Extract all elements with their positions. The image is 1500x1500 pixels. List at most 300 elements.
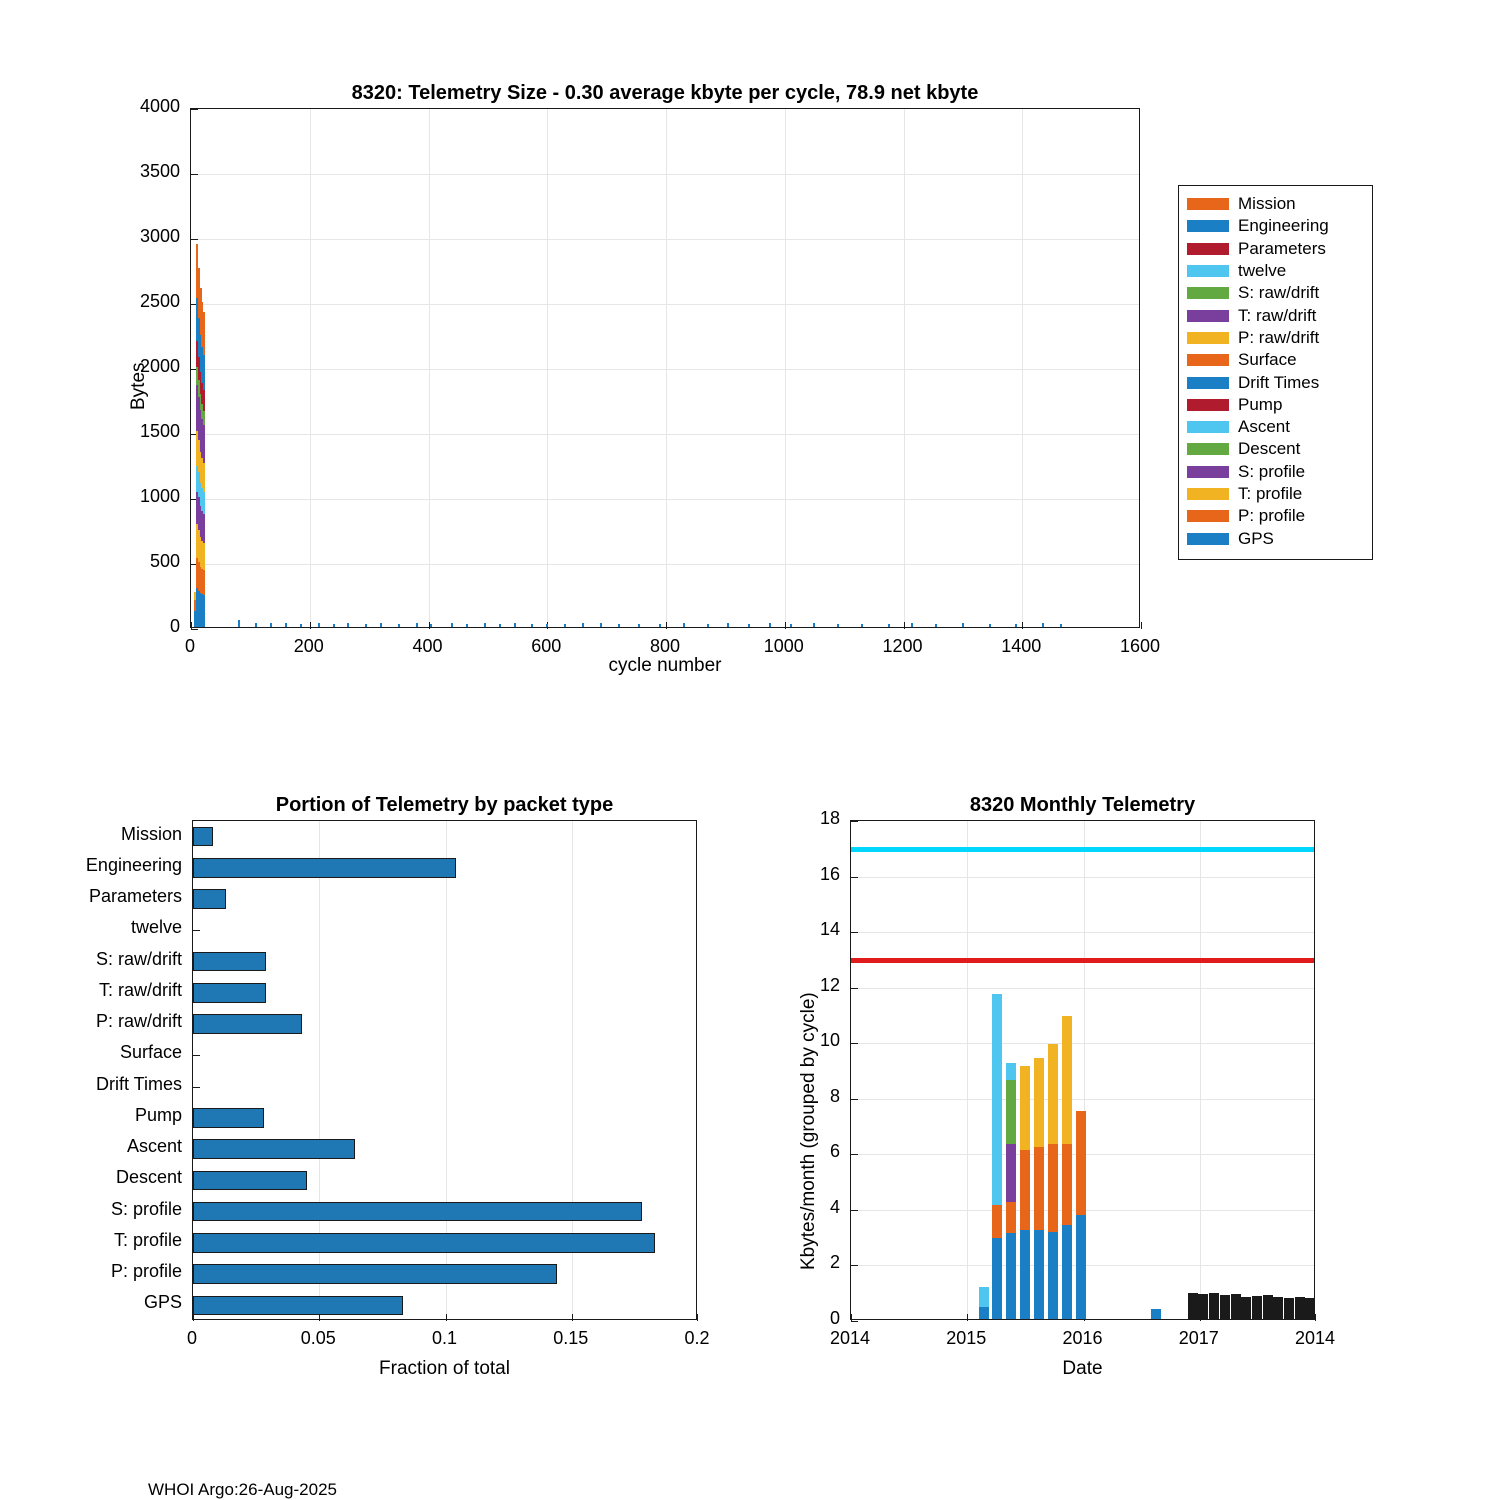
legend-swatch-10 [1187,421,1229,433]
y-tick-label-6: 12 [819,974,840,995]
x-tick-0 [191,622,192,629]
telemetry-bar [531,624,533,627]
fraction-bar [193,983,266,1002]
y-tick-label-1: 2 [829,1252,840,1273]
legend-label-5: T: raw/drift [1238,305,1317,325]
monthly-bar [1252,1296,1262,1319]
monthly-ylabel: Kbytes/month (grouped by cycle) [798,992,819,1270]
telemetry-bar [499,624,501,627]
telemetry-segment [911,623,913,627]
telemetry-segment [203,543,205,570]
telemetry-segment [564,624,566,627]
y-tick-0 [851,1321,858,1322]
telemetry-segment [238,620,240,627]
telemetry-bar [659,624,661,627]
monthly-segment [1006,1202,1016,1233]
telemetry-segment [935,624,937,627]
portion-title: Portion of Telemetry by packet type [275,794,614,816]
monthly-segment [1020,1230,1030,1319]
reference-line-0 [851,847,1314,852]
telemetry-segment [582,623,584,627]
telemetry-bar [365,624,367,627]
category-label-1: Engineering [85,854,182,875]
monthly-segment [1006,1233,1016,1319]
telemetry-segment [514,623,516,627]
telemetry-segment [748,624,750,627]
monthly-bar [1188,1293,1198,1319]
category-label-13: T: profile [113,1229,182,1250]
telemetry-bar [270,623,272,627]
monthly-bar [1062,1016,1072,1319]
telemetry-segment [484,623,486,627]
monthly-bar [1263,1295,1273,1319]
legend-swatch-11 [1187,443,1229,455]
legend-swatch-2 [1187,243,1229,255]
legend-item-1 [1179,215,1372,237]
x-tick-4 [697,1314,698,1321]
monthly-bar [1305,1298,1315,1319]
legend-item-11 [1179,438,1372,460]
telemetry-bar [638,624,640,628]
telemetry-bar [255,623,257,627]
legend-swatch-7 [1187,354,1229,366]
telemetry-segment [837,624,839,627]
telemetry-bar [546,624,548,628]
legend-swatch-13 [1187,488,1229,500]
x-gridline-6 [904,109,905,627]
y-tick-label-0: 0 [169,616,180,636]
x-tick-2 [446,1314,447,1321]
category-label-6: P: raw/drift [95,1011,182,1032]
legend-swatch-6 [1187,332,1229,344]
telemetry-segment [1060,624,1062,627]
telemetry-bar [564,624,566,627]
x-tick-label-5: 1000 [763,636,804,656]
y-gridline-6 [191,239,1139,240]
monthly-title: 8320 Monthly Telemetry [969,794,1196,816]
monthly-segment [1198,1294,1208,1319]
legend-label-4: S: raw/drift [1238,283,1320,303]
telemetry-bar [285,623,287,627]
y-tick-label-1: 500 [149,551,180,571]
telemetry-segment [333,624,335,627]
y-gridline-7 [851,932,1314,933]
x-tick-label-0: 0 [184,636,195,656]
fraction-bar [193,1296,403,1315]
telemetry-bar [333,624,335,627]
legend-swatch-12 [1187,466,1229,478]
legend-label-1: Engineering [1238,216,1329,236]
telemetry-segment [1015,624,1017,628]
x-gridline-1 [967,821,968,1319]
packet-type-legend [1178,185,1373,560]
telemetry-segment [727,623,729,627]
category-label-10: Ascent [126,1136,182,1157]
telemetry-size-ylabel: Bytes [128,362,149,410]
category-label-3: twelve [130,917,182,938]
x-tick-8 [1141,622,1142,629]
y-tick-3 [193,930,200,931]
telemetry-segment [813,623,815,627]
fraction-bar [193,1264,557,1283]
x-tick-label-1: 0.05 [300,1328,336,1348]
monthly-bar [1241,1297,1251,1319]
telemetry-bar [790,624,792,627]
monthly-segment [1305,1298,1315,1319]
monthly-segment [1062,1225,1072,1319]
legend-item-6 [1179,327,1372,349]
monthly-bar [1231,1294,1241,1319]
legend-item-13 [1179,483,1372,505]
x-tick-label-8: 1600 [1119,636,1161,656]
telemetry-segment [962,623,964,627]
reference-line-1 [851,958,1314,963]
telemetry-bar [935,624,937,627]
portion-by-packet-type-panel [0,760,740,1400]
y-tick-7 [851,932,858,933]
telemetry-bar [451,623,453,627]
telemetry-bar [707,624,709,627]
telemetry-segment [790,624,792,627]
y-tick-2 [851,1210,858,1211]
monthly-segment [992,1205,1002,1238]
legend-item-15 [1179,527,1372,549]
y-tick-9 [851,821,858,822]
legend-item-12 [1179,461,1372,483]
telemetry-bar [600,623,602,627]
telemetry-segment [861,624,863,628]
telemetry-bar [813,623,815,627]
monthly-bar [1151,1309,1161,1319]
telemetry-bar [989,624,991,627]
monthly-segment [1241,1297,1251,1319]
y-gridline-8 [851,877,1314,878]
legend-swatch-1 [1187,220,1229,232]
category-label-14: P: profile [110,1261,182,1282]
monthly-bar [1034,1058,1044,1319]
legend-label-12: S: profile [1238,461,1306,481]
telemetry-bar [484,623,486,627]
legend-item-4 [1179,282,1372,304]
y-tick-label-2: 1000 [139,486,180,506]
telemetry-segment [270,623,272,627]
monthly-segment [1151,1309,1161,1319]
telemetry-segment [255,623,257,627]
monthly-bar [1284,1298,1294,1319]
monthly-segment [1231,1294,1241,1319]
telemetry-bar [238,620,240,627]
telemetry-segment [203,312,205,356]
telemetry-bar [300,624,302,627]
x-tick-7 [1022,622,1023,629]
telemetry-bar [466,624,468,627]
y-tick-label-2: 4 [829,1196,840,1217]
monthly-segment [1006,1144,1016,1202]
y-tick-6 [851,988,858,989]
telemetry-segment [416,623,418,627]
telemetry-segment [380,623,382,627]
telemetry-segment [769,623,771,627]
legend-item-14 [1179,505,1372,527]
y-tick-1 [851,1265,858,1266]
monthly-segment [1006,1063,1016,1080]
telemetry-bar [683,623,685,627]
telemetry-segment [451,623,453,627]
x-tick-5 [785,622,786,629]
monthly-segment [1295,1297,1305,1319]
fraction-bar [193,858,456,877]
x-gridline-1 [310,109,311,627]
telemetry-bar [398,624,400,627]
monthly-bar [1273,1297,1283,1319]
monthly-bar [1006,1063,1016,1319]
monthly-bar [1076,1111,1086,1319]
y-gridline-6 [851,988,1314,989]
category-label-9: Pump [134,1104,182,1125]
y-gridline-3 [191,434,1139,435]
monthly-bar [1295,1297,1305,1319]
legend-item-0 [1179,193,1372,215]
x-tick-1 [967,1314,968,1321]
y-tick-label-7: 3500 [139,161,180,181]
telemetry-segment [707,624,709,627]
telemetry-bar [416,623,418,627]
telemetry-segment [347,623,349,627]
y-tick-4 [851,1099,858,1100]
telemetry-bar [1015,624,1017,628]
y-tick-8 [191,109,198,110]
y-tick-label-4: 2000 [139,356,180,376]
telemetry-segment [203,355,205,390]
x-tick-label-2: 400 [412,636,443,656]
monthly-segment [1263,1295,1273,1319]
monthly-segment [1076,1215,1086,1319]
y-tick-label-3: 6 [829,1141,840,1162]
y-tick-label-0: 0 [829,1308,840,1328]
monthly-segment [1020,1150,1030,1231]
legend-swatch-15 [1187,533,1229,545]
x-tick-3 [572,1314,573,1321]
legend-label-13: T: profile [1238,484,1303,503]
y-tick-label-9: 18 [819,808,840,828]
monthly-segment [1220,1295,1230,1319]
portion-axes [192,820,697,1320]
category-label-7: Surface [119,1042,182,1063]
x-gridline-2 [429,109,430,627]
fraction-bar [193,1139,355,1158]
x-tick-label-1: 2015 [946,1328,987,1348]
legend-label-10: Ascent [1238,417,1290,437]
legend-swatch-5 [1187,310,1229,322]
monthly-segment [1048,1232,1058,1320]
telemetry-segment [203,514,205,543]
telemetry-segment [203,492,205,514]
x-gridline-3 [1200,821,1201,1319]
monthly-segment [992,1238,1002,1319]
x-tick-label-7: 1400 [1001,636,1042,656]
telemetry-bar [380,623,382,627]
legend-item-8 [1179,371,1372,393]
telemetry-bar [582,623,584,627]
legend-label-7: Surface [1238,350,1297,370]
fraction-bar [193,1014,302,1033]
x-tick-label-3: 2017 [1178,1328,1219,1348]
monthly-bar [979,1287,989,1319]
legend-label-3: twelve [1238,261,1287,281]
telemetry-bar [888,624,890,627]
y-tick-3 [851,1154,858,1155]
y-tick-label-5: 2500 [139,291,180,311]
y-gridline-4 [851,1099,1314,1100]
monthly-xlabel: Date [1062,1358,1103,1379]
monthly-segment [979,1307,989,1320]
legend-swatch-9 [1187,399,1229,411]
telemetry-segment [203,463,205,492]
y-tick-label-7: 14 [819,919,840,940]
monthly-segment [979,1287,989,1306]
legend-label-0: Mission [1238,194,1296,214]
legend-swatch-8 [1187,377,1229,389]
telemetry-bar [347,623,349,627]
x-tick-label-0: 0 [186,1328,197,1348]
y-gridline-7 [191,174,1139,175]
fraction-bar [193,889,226,908]
x-tick-label-2: 2016 [1062,1328,1103,1348]
footer-credit: WHOI Argo:26-Aug-2025 [148,1480,337,1499]
x-tick-label-6: 1200 [882,636,923,656]
monthly-bar [1209,1293,1219,1319]
fraction-bar [193,1202,642,1221]
telemetry-bar [837,624,839,627]
category-label-2: Parameters [88,886,182,907]
x-gridline-3 [547,109,548,627]
legend-item-9 [1179,394,1372,416]
y-tick-label-6: 3000 [139,226,180,246]
x-tick-label-4: 0.2 [684,1328,710,1348]
legend-swatch-14 [1187,510,1229,522]
fraction-bar [193,1171,307,1190]
legend-label-14: P: profile [1238,506,1306,526]
x-tick-6 [904,622,905,629]
fraction-bar [193,1108,264,1127]
y-tick-label-8: 4000 [139,96,180,116]
legend-label-2: Parameters [1238,238,1326,258]
telemetry-segment [499,624,501,627]
telemetry-bar [727,623,729,627]
telemetry-bar [748,624,750,627]
y-tick-8 [851,877,858,878]
telemetry-bar [1042,623,1044,627]
legend-label-8: Drift Times [1238,372,1320,392]
telemetry-segment [466,624,468,627]
telemetry-bar [911,623,913,627]
y-tick-label-8: 16 [819,863,840,884]
telemetry-segment [203,570,205,595]
y-gridline-5 [191,304,1139,305]
fraction-bar [193,1233,655,1252]
monthly-segment [1020,1066,1030,1149]
y-tick-0 [191,629,198,630]
monthly-telemetry-panel [760,760,1500,1400]
y-tick-label-4: 8 [829,1085,840,1106]
x-tick-2 [429,622,430,629]
telemetry-bar [618,624,620,627]
monthly-segment [1034,1058,1044,1147]
monthly-segment [1006,1080,1016,1144]
x-tick-label-3: 0.15 [553,1328,589,1348]
telemetry-segment [398,624,400,627]
y-tick-6 [191,239,198,240]
monthly-segment [1034,1230,1044,1319]
legend-item-2 [1179,238,1372,260]
monthly-segment [1062,1016,1072,1144]
monthly-bar [1198,1294,1208,1319]
telemetry-segment [618,624,620,627]
legend-label-15: GPS [1238,528,1274,548]
monthly-segment [1034,1147,1044,1230]
monthly-segment [1252,1296,1262,1319]
x-gridline-5 [785,109,786,627]
monthly-bar [1048,1044,1058,1319]
monthly-segment [1076,1111,1086,1215]
telemetry-segment [659,624,661,627]
telemetry-bar [430,624,432,627]
telemetry-bar [861,624,863,628]
telemetry-size-title: 8320: Telemetry Size - 0.30 average kbyte per cycle, 78.9 net kbyte [351,82,979,104]
y-tick-label-3: 1500 [139,421,180,441]
monthly-axes [850,820,1315,1320]
fraction-bar [193,827,213,846]
x-tick-0 [851,1314,852,1321]
monthly-bar [1220,1295,1230,1319]
telemetry-bar [962,623,964,627]
telemetry-segment [1042,623,1044,627]
legend-item-10 [1179,416,1372,438]
telemetry-segment [430,624,432,627]
telemetry-segment [365,624,367,627]
x-tick-1 [310,622,311,629]
portion-xlabel: Fraction of total [379,1358,510,1379]
monthly-bar [1020,1066,1030,1319]
telemetry-bar [514,623,516,627]
telemetry-segment [318,623,320,627]
y-tick-8 [193,1087,200,1088]
legend-swatch-0 [1187,198,1229,210]
x-tick-label-2: 0.1 [431,1328,458,1348]
y-tick-7 [191,174,198,175]
legend-item-3 [1179,260,1372,282]
telemetry-bar [203,312,205,627]
monthly-segment [992,994,1002,1205]
monthly-segment [1048,1144,1058,1232]
telemetry-segment [888,624,890,627]
fraction-bar [193,952,266,971]
telemetry-segment [531,624,533,627]
telemetry-segment [203,425,205,463]
telemetry-segment [683,623,685,627]
legend-item-5 [1179,304,1372,326]
monthly-segment [1048,1044,1058,1144]
category-label-5: T: raw/drift [98,979,182,1000]
category-label-12: S: profile [110,1198,182,1219]
telemetry-segment [638,624,640,628]
y-tick-7 [193,1055,200,1056]
telemetry-segment [300,624,302,627]
x-gridline-4 [666,109,667,627]
monthly-bar [992,994,1002,1319]
x-tick-label-0: 2014 [829,1328,871,1348]
category-label-4: S: raw/drift [95,948,182,969]
